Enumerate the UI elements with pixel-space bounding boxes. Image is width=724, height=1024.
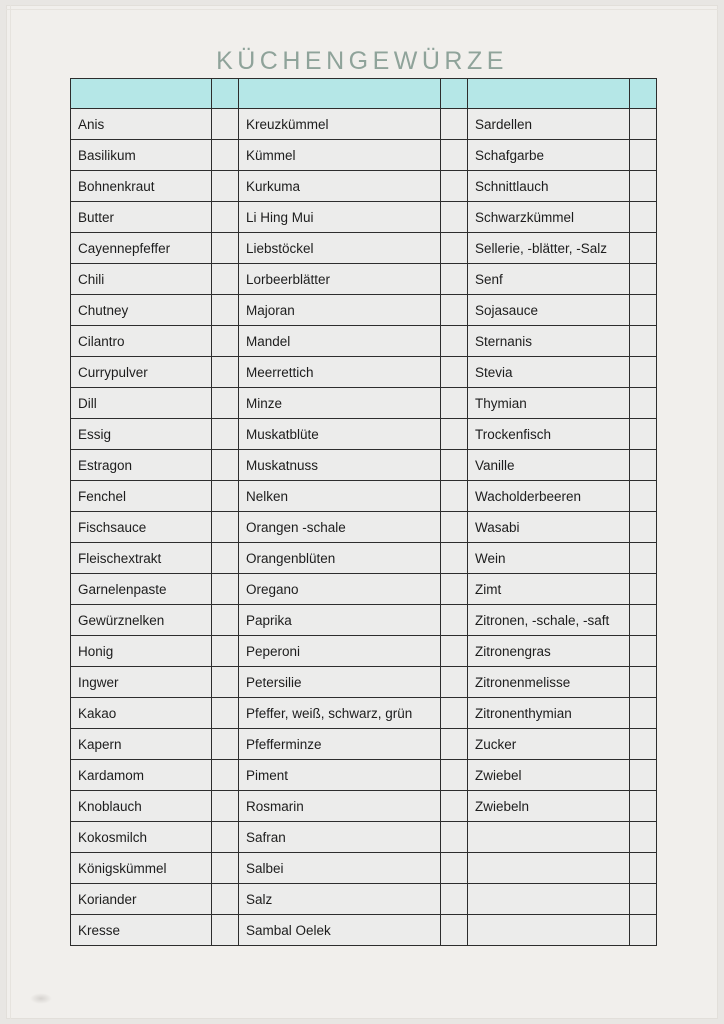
table-header-cell-col2 xyxy=(239,79,441,109)
checkbox-cell[interactable] xyxy=(630,481,657,512)
spice-name-cell: Honig xyxy=(71,636,212,667)
checkbox-cell[interactable] xyxy=(212,512,239,543)
checkbox-cell[interactable] xyxy=(630,109,657,140)
checkbox-cell[interactable] xyxy=(630,450,657,481)
checkbox-cell[interactable] xyxy=(441,295,468,326)
spice-name-cell xyxy=(468,853,630,884)
spice-name-cell: Zwiebeln xyxy=(468,791,630,822)
table-row xyxy=(71,140,657,171)
scan-artifact xyxy=(30,993,52,1004)
spice-name-cell: Königskümmel xyxy=(71,853,212,884)
spice-name-cell: Chutney xyxy=(71,295,212,326)
spice-name-cell: Garnelenpaste xyxy=(71,574,212,605)
spice-name-cell: Fischsauce xyxy=(71,512,212,543)
checkbox-cell[interactable] xyxy=(630,605,657,636)
table-header-cell-col3 xyxy=(468,79,630,109)
spice-name-cell xyxy=(468,884,630,915)
spice-name-cell: Currypulver xyxy=(71,357,212,388)
table-row xyxy=(71,915,657,946)
spice-name-cell: Sternanis xyxy=(468,326,630,357)
table-row xyxy=(71,357,657,388)
checkbox-cell[interactable] xyxy=(630,512,657,543)
checkbox-cell[interactable] xyxy=(212,543,239,574)
spice-name-cell: Schwarzkümmel xyxy=(468,202,630,233)
page-left-edge xyxy=(10,5,11,1019)
spice-name-cell: Basilikum xyxy=(71,140,212,171)
spice-name-cell: Schafgarbe xyxy=(468,140,630,171)
table-header-cell-mark3 xyxy=(630,79,657,109)
checkbox-cell[interactable] xyxy=(212,667,239,698)
spice-name-cell: Zitronenmelisse xyxy=(468,667,630,698)
spice-name-cell: Cayennepfeffer xyxy=(71,233,212,264)
table-row xyxy=(71,543,657,574)
checkbox-cell[interactable] xyxy=(441,729,468,760)
spice-name-cell: Cilantro xyxy=(71,326,212,357)
table-header-cell-mark1 xyxy=(212,79,239,109)
checkbox-cell[interactable] xyxy=(441,791,468,822)
checkbox-cell[interactable] xyxy=(441,450,468,481)
checkbox-cell[interactable] xyxy=(441,822,468,853)
checkbox-cell[interactable] xyxy=(212,729,239,760)
spice-name-cell: Estragon xyxy=(71,450,212,481)
checkbox-cell[interactable] xyxy=(212,264,239,295)
spice-name-cell: Sellerie, -blätter, -Salz xyxy=(468,233,630,264)
spice-name-cell: Kresse xyxy=(71,915,212,946)
spice-name-cell: Trockenfisch xyxy=(468,419,630,450)
spice-name-cell xyxy=(468,915,630,946)
checkbox-cell[interactable] xyxy=(212,760,239,791)
checkbox-cell[interactable] xyxy=(630,915,657,946)
spice-name-cell: Zwiebel xyxy=(468,760,630,791)
checkbox-cell[interactable] xyxy=(212,326,239,357)
spice-name-cell: Pfefferminze xyxy=(239,729,441,760)
checkbox-cell[interactable] xyxy=(441,481,468,512)
spice-name-cell: Kümmel xyxy=(239,140,441,171)
table-row xyxy=(71,326,657,357)
checkbox-cell[interactable] xyxy=(630,140,657,171)
spice-name-cell: Chili xyxy=(71,264,212,295)
spice-name-cell: Kakao xyxy=(71,698,212,729)
spice-name-cell: Wein xyxy=(468,543,630,574)
spice-name-cell: Dill xyxy=(71,388,212,419)
spice-name-cell: Sojasauce xyxy=(468,295,630,326)
spice-name-cell: Muskatblüte xyxy=(239,419,441,450)
table-row xyxy=(71,481,657,512)
checkbox-cell[interactable] xyxy=(441,853,468,884)
spice-name-cell: Kardamom xyxy=(71,760,212,791)
spice-name-cell: Fleischextrakt xyxy=(71,543,212,574)
table-row xyxy=(71,605,657,636)
spice-name-cell: Kapern xyxy=(71,729,212,760)
spice-name-cell: Koriander xyxy=(71,884,212,915)
page-title: KÜCHENGEWÜRZE xyxy=(216,47,508,75)
table-row xyxy=(71,512,657,543)
checkbox-cell[interactable] xyxy=(630,760,657,791)
spice-name-cell: Meerrettich xyxy=(239,357,441,388)
checkbox-cell[interactable] xyxy=(630,233,657,264)
checkbox-cell[interactable] xyxy=(441,233,468,264)
spice-name-cell: Zitronenthymian xyxy=(468,698,630,729)
checkbox-cell[interactable] xyxy=(212,450,239,481)
checkbox-cell[interactable] xyxy=(212,419,239,450)
spice-name-cell: Schnittlauch xyxy=(468,171,630,202)
table-row xyxy=(71,636,657,667)
checkbox-cell[interactable] xyxy=(212,233,239,264)
checkbox-cell[interactable] xyxy=(212,171,239,202)
table-header xyxy=(71,79,657,109)
spice-name-cell: Zitronen, -schale, -saft xyxy=(468,605,630,636)
checkbox-cell[interactable] xyxy=(630,202,657,233)
spice-name-cell: Orangen -schale xyxy=(239,512,441,543)
checkbox-cell[interactable] xyxy=(212,140,239,171)
checkbox-cell[interactable] xyxy=(212,481,239,512)
table-row xyxy=(71,388,657,419)
table-row xyxy=(71,109,657,140)
checkbox-cell[interactable] xyxy=(212,698,239,729)
spice-name-cell: Bohnenkraut xyxy=(71,171,212,202)
spice-name-cell: Senf xyxy=(468,264,630,295)
spice-name-cell: Stevia xyxy=(468,357,630,388)
spice-name-cell: Safran xyxy=(239,822,441,853)
checkbox-cell[interactable] xyxy=(630,388,657,419)
table-row xyxy=(71,202,657,233)
checkbox-cell[interactable] xyxy=(441,667,468,698)
spice-name-cell: Peperoni xyxy=(239,636,441,667)
checkbox-cell[interactable] xyxy=(630,698,657,729)
checkbox-cell[interactable] xyxy=(441,140,468,171)
spice-name-cell: Mandel xyxy=(239,326,441,357)
checkbox-cell[interactable] xyxy=(441,605,468,636)
spice-name-cell xyxy=(468,822,630,853)
checkbox-cell[interactable] xyxy=(441,357,468,388)
checkbox-cell[interactable] xyxy=(212,822,239,853)
checkbox-cell[interactable] xyxy=(630,884,657,915)
spice-name-cell: Lorbeerblätter xyxy=(239,264,441,295)
spice-name-cell: Orangenblüten xyxy=(239,543,441,574)
spice-name-cell: Thymian xyxy=(468,388,630,419)
table-row xyxy=(71,667,657,698)
checkbox-cell[interactable] xyxy=(212,884,239,915)
checkbox-cell[interactable] xyxy=(630,667,657,698)
table-row xyxy=(71,450,657,481)
checkbox-cell[interactable] xyxy=(212,574,239,605)
table-header-cell-col1 xyxy=(71,79,212,109)
table-row xyxy=(71,574,657,605)
checkbox-cell[interactable] xyxy=(630,171,657,202)
checkbox-cell[interactable] xyxy=(212,109,239,140)
spice-name-cell: Sambal Oelek xyxy=(239,915,441,946)
checkbox-cell[interactable] xyxy=(212,202,239,233)
spice-name-cell: Zitronengras xyxy=(468,636,630,667)
table-row xyxy=(71,884,657,915)
checkbox-cell[interactable] xyxy=(630,636,657,667)
checkbox-cell[interactable] xyxy=(441,574,468,605)
checkbox-cell[interactable] xyxy=(630,791,657,822)
checkbox-cell[interactable] xyxy=(441,326,468,357)
checkbox-cell[interactable] xyxy=(630,543,657,574)
table-row xyxy=(71,698,657,729)
spice-name-cell: Majoran xyxy=(239,295,441,326)
checkbox-cell[interactable] xyxy=(441,884,468,915)
spice-name-cell: Minze xyxy=(239,388,441,419)
checkbox-cell[interactable] xyxy=(441,388,468,419)
checkbox-cell[interactable] xyxy=(630,853,657,884)
checkbox-cell[interactable] xyxy=(441,543,468,574)
table-row xyxy=(71,760,657,791)
spice-name-cell: Anis xyxy=(71,109,212,140)
table-row xyxy=(71,791,657,822)
checkbox-cell[interactable] xyxy=(212,636,239,667)
checkbox-cell[interactable] xyxy=(630,295,657,326)
table-row xyxy=(71,264,657,295)
document-page xyxy=(6,5,718,1019)
spice-name-cell: Sardellen xyxy=(468,109,630,140)
table-body xyxy=(71,109,657,946)
table-row xyxy=(71,822,657,853)
spice-name-cell: Wasabi xyxy=(468,512,630,543)
spice-name-cell: Fenchel xyxy=(71,481,212,512)
table-header-row xyxy=(71,79,657,109)
checkbox-cell[interactable] xyxy=(630,326,657,357)
spice-name-cell: Butter xyxy=(71,202,212,233)
checkbox-cell[interactable] xyxy=(630,574,657,605)
checkbox-cell[interactable] xyxy=(441,171,468,202)
checkbox-cell[interactable] xyxy=(441,915,468,946)
spice-name-cell: Nelken xyxy=(239,481,441,512)
table-header-cell-mark2 xyxy=(441,79,468,109)
spice-name-cell: Liebstöckel xyxy=(239,233,441,264)
checkbox-cell[interactable] xyxy=(441,512,468,543)
spice-name-cell: Rosmarin xyxy=(239,791,441,822)
table-row xyxy=(71,171,657,202)
spice-name-cell: Kokosmilch xyxy=(71,822,212,853)
table-row xyxy=(71,233,657,264)
checkbox-cell[interactable] xyxy=(441,636,468,667)
spice-name-cell: Petersilie xyxy=(239,667,441,698)
checkbox-cell[interactable] xyxy=(441,760,468,791)
checkbox-cell[interactable] xyxy=(441,109,468,140)
spice-name-cell: Li Hing Mui xyxy=(239,202,441,233)
checkbox-cell[interactable] xyxy=(630,729,657,760)
table-row xyxy=(71,729,657,760)
spice-name-cell: Zimt xyxy=(468,574,630,605)
checkbox-cell[interactable] xyxy=(630,822,657,853)
checkbox-cell[interactable] xyxy=(630,264,657,295)
checkbox-cell[interactable] xyxy=(212,791,239,822)
checkbox-cell[interactable] xyxy=(441,264,468,295)
checkbox-cell[interactable] xyxy=(212,295,239,326)
checkbox-cell[interactable] xyxy=(212,388,239,419)
spice-name-cell: Salbei xyxy=(239,853,441,884)
checkbox-cell[interactable] xyxy=(441,419,468,450)
spice-name-cell: Muskatnuss xyxy=(239,450,441,481)
spice-name-cell: Oregano xyxy=(239,574,441,605)
spice-name-cell: Pfeffer, weiß, schwarz, grün xyxy=(239,698,441,729)
spice-name-cell: Zucker xyxy=(468,729,630,760)
spice-name-cell: Kreuzkümmel xyxy=(239,109,441,140)
checkbox-cell[interactable] xyxy=(630,419,657,450)
spice-name-cell: Wacholderbeeren xyxy=(468,481,630,512)
spice-name-cell: Piment xyxy=(239,760,441,791)
spice-name-cell: Kurkuma xyxy=(239,171,441,202)
spice-name-cell: Essig xyxy=(71,419,212,450)
table-row xyxy=(71,295,657,326)
checkbox-cell[interactable] xyxy=(212,915,239,946)
spice-name-cell: Ingwer xyxy=(71,667,212,698)
checkbox-cell[interactable] xyxy=(630,357,657,388)
checkbox-cell[interactable] xyxy=(212,853,239,884)
spice-name-cell: Gewürznelken xyxy=(71,605,212,636)
checkbox-cell[interactable] xyxy=(212,357,239,388)
page-top-edge xyxy=(6,9,718,10)
spice-name-cell: Paprika xyxy=(239,605,441,636)
spice-name-cell: Vanille xyxy=(468,450,630,481)
spice-name-cell: Knoblauch xyxy=(71,791,212,822)
checkbox-cell[interactable] xyxy=(212,605,239,636)
checkbox-cell[interactable] xyxy=(441,202,468,233)
table-row xyxy=(71,419,657,450)
spice-checklist-table xyxy=(70,78,657,946)
checkbox-cell[interactable] xyxy=(441,698,468,729)
table-row xyxy=(71,853,657,884)
spice-name-cell: Salz xyxy=(239,884,441,915)
